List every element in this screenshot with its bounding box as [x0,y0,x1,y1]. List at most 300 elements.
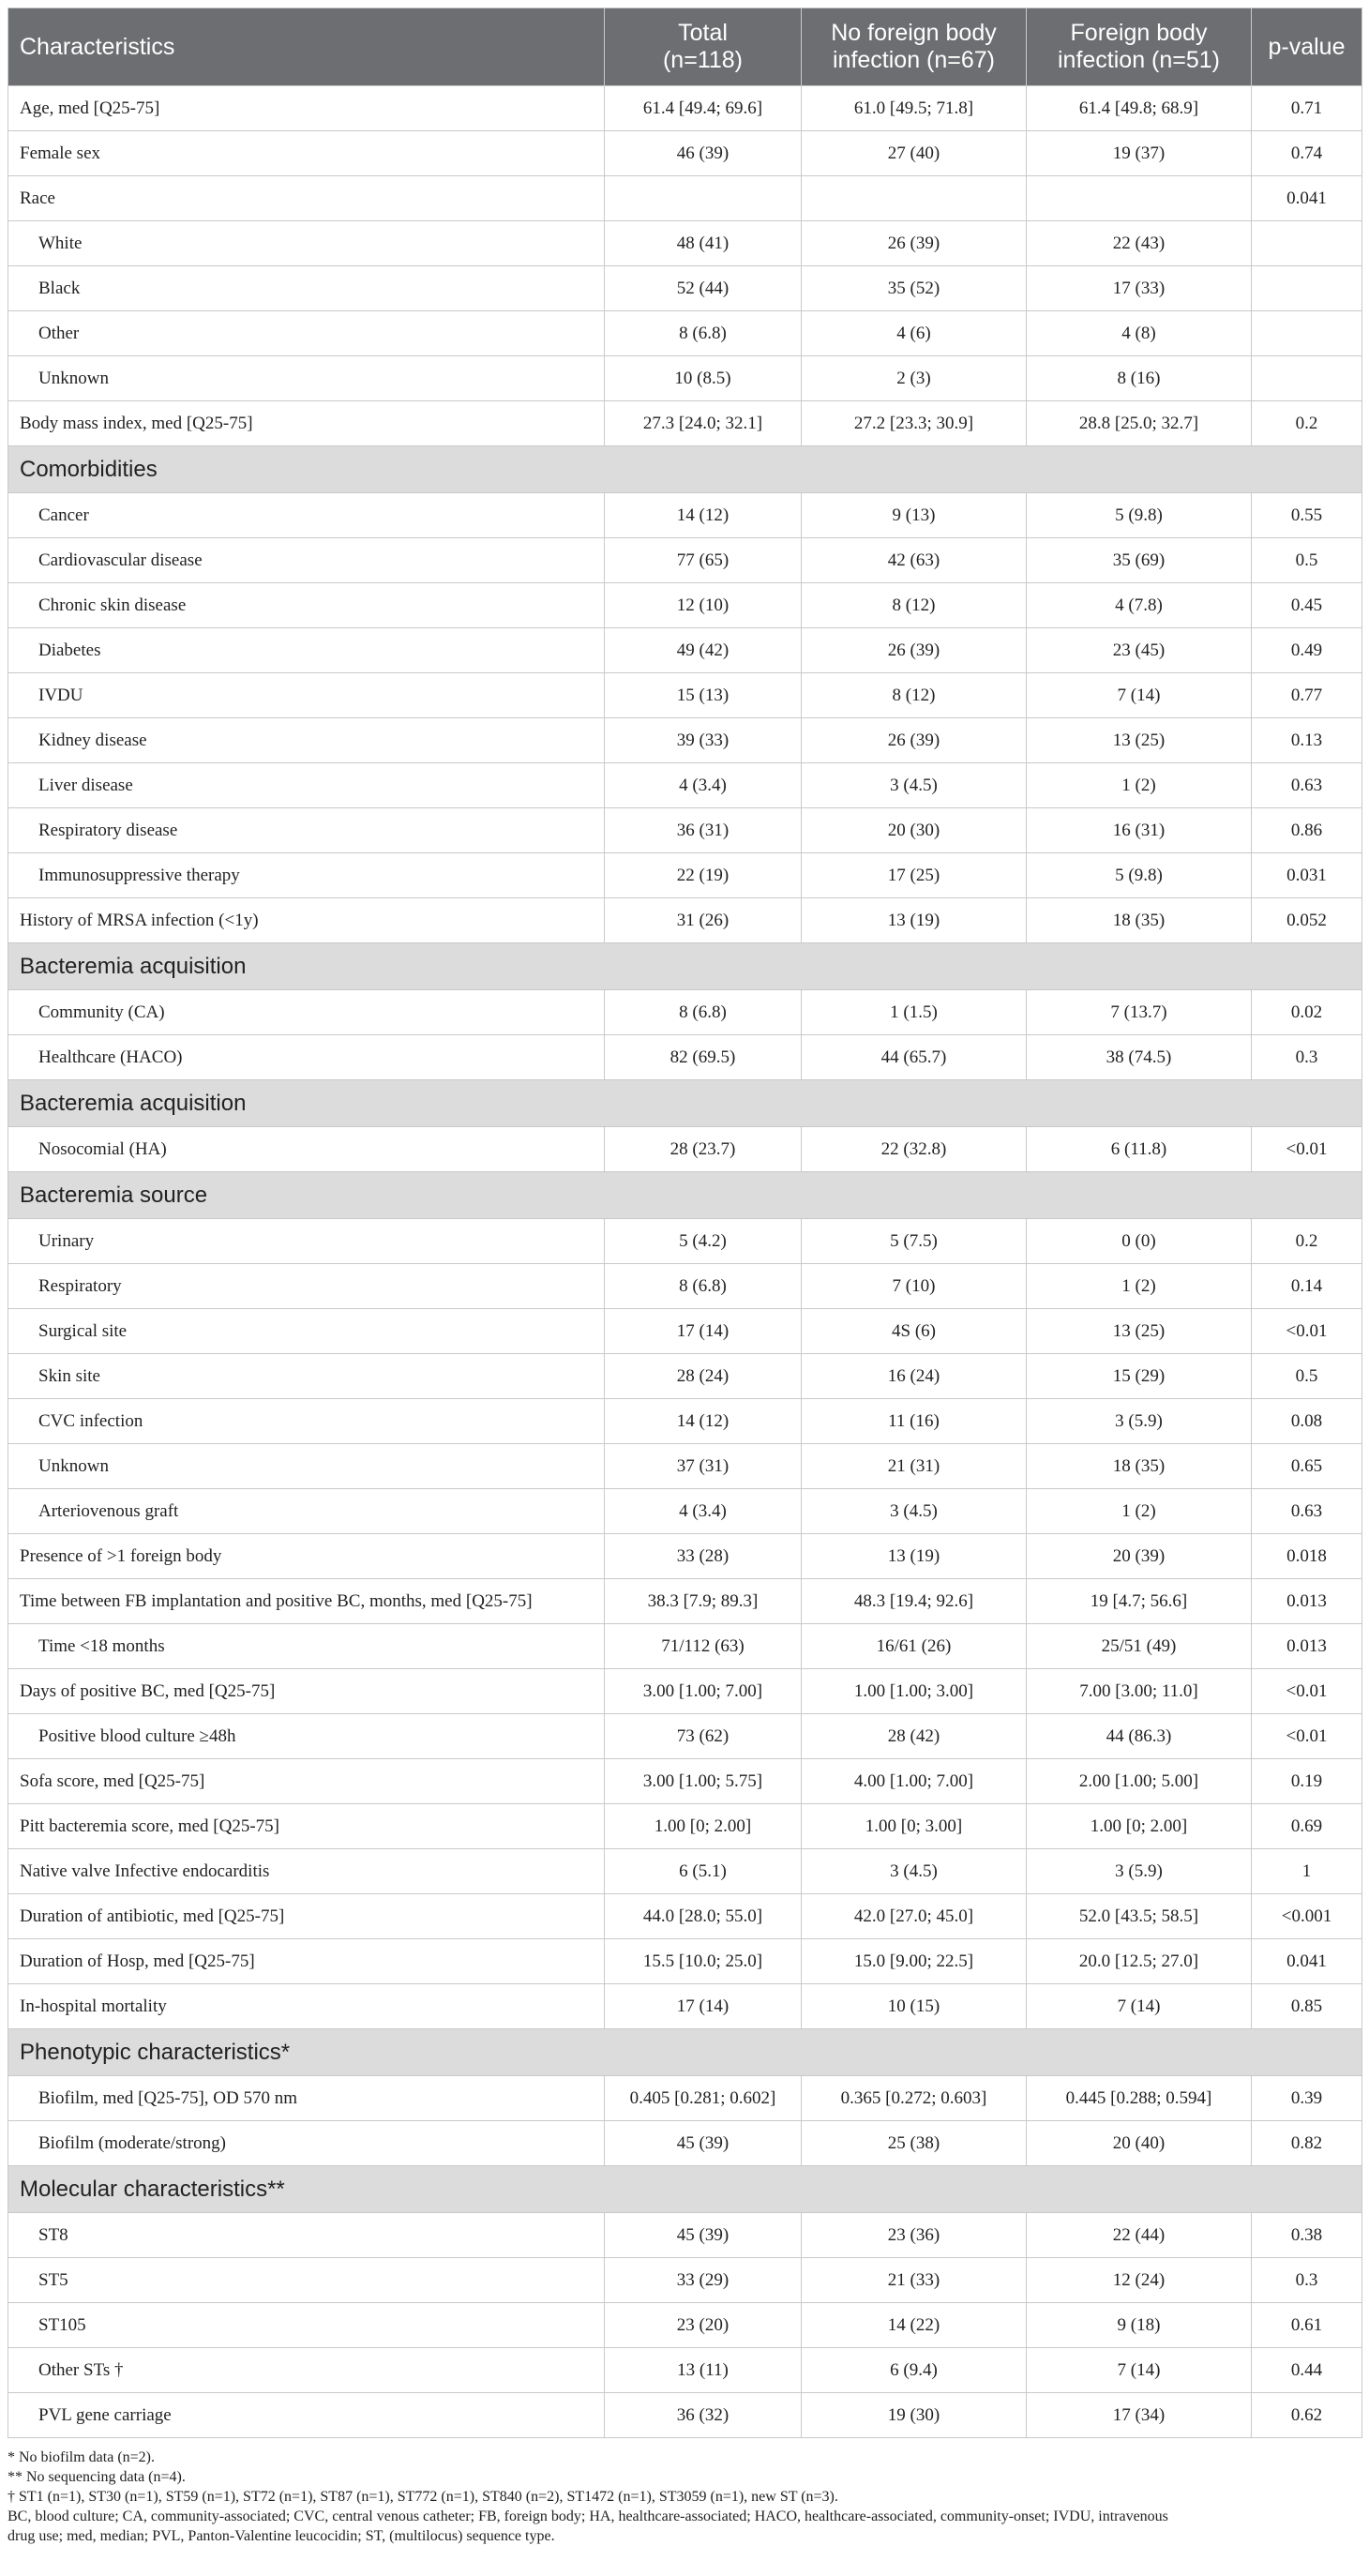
cell-no-foreign-body: 26 (39) [802,628,1027,673]
cell-no-foreign-body: 17 (25) [802,853,1027,898]
table-row [8,266,1362,311]
row-label: PVL gene carriage [8,2393,605,2438]
cell-foreign-body: 2.00 [1.00; 5.00] [1027,1759,1252,1804]
cell-no-foreign-body: 1.00 [0; 3.00] [802,1804,1027,1849]
cell-total: 4 (3.4) [605,763,802,808]
table-row [8,2213,1362,2258]
cell-no-foreign-body: 15.0 [9.00; 22.5] [802,1939,1027,1984]
cell-total: 45 (39) [605,2213,802,2258]
section-label: Comorbidities [8,446,1362,493]
cell-no-foreign-body: 4S (6) [802,1309,1027,1354]
cell-foreign-body: 7.00 [3.00; 11.0] [1027,1669,1252,1714]
cell-foreign-body: 8 (16) [1027,356,1252,401]
cell-foreign-body: 25/51 (49) [1027,1624,1252,1669]
row-label: Race [8,176,605,221]
cell-no-foreign-body: 3 (4.5) [802,1849,1027,1894]
row-label: Female sex [8,131,605,176]
cell-foreign-body: 20.0 [12.5; 27.0] [1027,1939,1252,1984]
footnotes [8,2448,1361,2546]
cell-p-value: 0.69 [1252,1804,1362,1849]
cell-p-value: 0.61 [1252,2303,1362,2348]
row-label: Sofa score, med [Q25-75] [8,1759,605,1804]
header-p-value: p-value [1252,8,1362,86]
cell-total: 14 (12) [605,493,802,538]
row-label: CVC infection [8,1399,605,1444]
footnote-line: drug use; med, median; PVL, Panton-Valentine leucocidin; ST, (multilocus) sequence type. [8,2528,555,2544]
table-row [8,1444,1362,1489]
table-row [8,2348,1362,2393]
cell-total: 17 (14) [605,1984,802,2029]
cell-total: 0.405 [0.281; 0.602] [605,2076,802,2121]
section-label: Molecular characteristics** [8,2166,1362,2213]
cell-total: 23 (20) [605,2303,802,2348]
footnote-line: BC, blood culture; CA, community-associated; CVC, central venous catheter; FB, foreign body; HA, healthcare-associated; HACO, healthcare-associated, community-onset; IVDU, intravenous [8,2508,1168,2524]
cell-p-value: 0.018 [1252,1534,1362,1579]
cell-p-value: 0.63 [1252,763,1362,808]
table-row [8,311,1362,356]
table-row [8,1534,1362,1579]
cell-foreign-body: 4 (7.8) [1027,583,1252,628]
cell-total: 8 (6.8) [605,1264,802,1309]
cell-total: 48 (41) [605,221,802,266]
cell-foreign-body: 9 (18) [1027,2303,1252,2348]
cell-no-foreign-body: 27.2 [23.3; 30.9] [802,401,1027,446]
cell-foreign-body: 28.8 [25.0; 32.7] [1027,401,1252,446]
cell-p-value: 0.55 [1252,493,1362,538]
table-row [8,1579,1362,1624]
row-label: Time <18 months [8,1624,605,1669]
cell-total: 10 (8.5) [605,356,802,401]
row-label: Positive blood culture ≥48h [8,1714,605,1759]
row-label: ST105 [8,2303,605,2348]
cell-foreign-body: 16 (31) [1027,808,1252,853]
cell-no-foreign-body: 9 (13) [802,493,1027,538]
cell-p-value: 0.013 [1252,1624,1362,1669]
cell-p-value: 0.3 [1252,1035,1362,1080]
cell-p-value: <0.01 [1252,1127,1362,1172]
cell-p-value [1252,266,1362,311]
cell-total: 49 (42) [605,628,802,673]
cell-foreign-body: 7 (14) [1027,673,1252,718]
section-row [8,2166,1362,2213]
cell-foreign-body: 6 (11.8) [1027,1127,1252,1172]
cell-no-foreign-body: 21 (31) [802,1444,1027,1489]
footnote-line: * No biofilm data (n=2). [8,2449,155,2465]
cell-foreign-body: 23 (45) [1027,628,1252,673]
row-label: ST8 [8,2213,605,2258]
row-label: Unknown [8,1444,605,1489]
table-row [8,2076,1362,2121]
table-row [8,86,1362,131]
cell-total: 45 (39) [605,2121,802,2166]
cell-p-value: 1 [1252,1849,1362,1894]
row-label: History of MRSA infection (<1y) [8,898,605,943]
table-row [8,1354,1362,1399]
table-row [8,1714,1362,1759]
cell-total: 17 (14) [605,1309,802,1354]
cell-p-value: 0.63 [1252,1489,1362,1534]
cell-foreign-body: 7 (14) [1027,1984,1252,2029]
row-label: Duration of Hosp, med [Q25-75] [8,1939,605,1984]
cell-total: 14 (12) [605,1399,802,1444]
cell-p-value [1252,221,1362,266]
cell-no-foreign-body: 27 (40) [802,131,1027,176]
cell-p-value: 0.02 [1252,990,1362,1035]
cell-total: 8 (6.8) [605,990,802,1035]
cell-no-foreign-body: 19 (30) [802,2393,1027,2438]
footnote-line: † ST1 (n=1), ST30 (n=1), ST59 (n=1), ST72 (n=1), ST87 (n=1), ST772 (n=1), ST840 (n=2), ST1472 (n=1), ST3059 (n=1), new ST (n=3). [8,2489,838,2505]
cell-total: 22 (19) [605,853,802,898]
cell-total: 44.0 [28.0; 55.0] [605,1894,802,1939]
cell-foreign-body: 35 (69) [1027,538,1252,583]
table-row [8,990,1362,1035]
cell-no-foreign-body: 10 (15) [802,1984,1027,2029]
cell-no-foreign-body: 1.00 [1.00; 3.00] [802,1669,1027,1714]
cell-p-value: 0.71 [1252,86,1362,131]
cell-p-value: 0.5 [1252,538,1362,583]
section-row [8,943,1362,990]
cell-total: 6 (5.1) [605,1849,802,1894]
cell-foreign-body: 0.445 [0.288; 0.594] [1027,2076,1252,2121]
cell-no-foreign-body: 35 (52) [802,266,1027,311]
cell-total: 39 (33) [605,718,802,763]
table-row [8,1127,1362,1172]
cell-foreign-body [1027,176,1252,221]
cell-foreign-body: 1.00 [0; 2.00] [1027,1804,1252,1849]
cell-total: 71/112 (63) [605,1624,802,1669]
table-row [8,1894,1362,1939]
cell-total: 61.4 [49.4; 69.6] [605,86,802,131]
row-label: Native valve Infective endocarditis [8,1849,605,1894]
cell-no-foreign-body: 4.00 [1.00; 7.00] [802,1759,1027,1804]
cell-p-value: 0.031 [1252,853,1362,898]
cell-total: 28 (24) [605,1354,802,1399]
cell-no-foreign-body: 3 (4.5) [802,1489,1027,1534]
section-label: Bacteremia acquisition [8,943,1362,990]
row-label: Immunosuppressive therapy [8,853,605,898]
cell-foreign-body: 17 (33) [1027,266,1252,311]
cell-total: 36 (32) [605,2393,802,2438]
cell-no-foreign-body: 48.3 [19.4; 92.6] [802,1579,1027,1624]
table-row [8,1804,1362,1849]
cell-no-foreign-body: 7 (10) [802,1264,1027,1309]
table-row [8,2393,1362,2438]
cell-no-foreign-body: 14 (22) [802,2303,1027,2348]
cell-total: 4 (3.4) [605,1489,802,1534]
table-row [8,628,1362,673]
cell-total: 46 (39) [605,131,802,176]
cell-no-foreign-body: 1 (1.5) [802,990,1027,1035]
cell-no-foreign-body: 28 (42) [802,1714,1027,1759]
cell-p-value: 0.39 [1252,2076,1362,2121]
cell-foreign-body: 12 (24) [1027,2258,1252,2303]
cell-foreign-body: 61.4 [49.8; 68.9] [1027,86,1252,131]
cell-total: 77 (65) [605,538,802,583]
cell-p-value: 0.041 [1252,176,1362,221]
header-characteristics: Characteristics [8,8,605,86]
row-label: In-hospital mortality [8,1984,605,2029]
table-row [8,1759,1362,1804]
header-row [8,8,1362,86]
cell-p-value: 0.052 [1252,898,1362,943]
table-row [8,898,1362,943]
cell-total: 31 (26) [605,898,802,943]
row-label: Kidney disease [8,718,605,763]
characteristics-table [8,8,1362,2438]
table-row [8,1984,1362,2029]
table-row [8,401,1362,446]
row-label: Diabetes [8,628,605,673]
cell-foreign-body: 13 (25) [1027,718,1252,763]
cell-no-foreign-body: 20 (30) [802,808,1027,853]
cell-p-value: <0.01 [1252,1714,1362,1759]
cell-foreign-body: 15 (29) [1027,1354,1252,1399]
cell-p-value: 0.041 [1252,1939,1362,1984]
cell-total: 3.00 [1.00; 7.00] [605,1669,802,1714]
cell-p-value: 0.62 [1252,2393,1362,2438]
header-foreign-body: Foreign body infection (n=51) [1027,8,1252,86]
cell-p-value: 0.5 [1252,1354,1362,1399]
footnote-line: ** No sequencing data (n=4). [8,2469,186,2485]
table-row [8,1849,1362,1894]
section-label: Bacteremia acquisition [8,1080,1362,1127]
table-row [8,1309,1362,1354]
cell-no-foreign-body: 42 (63) [802,538,1027,583]
row-label: Chronic skin disease [8,583,605,628]
cell-total: 15 (13) [605,673,802,718]
cell-foreign-body: 5 (9.8) [1027,853,1252,898]
cell-foreign-body: 3 (5.9) [1027,1849,1252,1894]
cell-no-foreign-body: 0.365 [0.272; 0.603] [802,2076,1027,2121]
cell-p-value: 0.38 [1252,2213,1362,2258]
table-row [8,763,1362,808]
cell-p-value: 0.82 [1252,2121,1362,2166]
cell-no-foreign-body: 61.0 [49.5; 71.8] [802,86,1027,131]
cell-foreign-body: 52.0 [43.5; 58.5] [1027,1894,1252,1939]
cell-foreign-body: 44 (86.3) [1027,1714,1252,1759]
row-label: Arteriovenous graft [8,1489,605,1534]
cell-p-value: 0.2 [1252,401,1362,446]
cell-foreign-body: 1 (2) [1027,763,1252,808]
row-label: Body mass index, med [Q25-75] [8,401,605,446]
cell-foreign-body: 1 (2) [1027,1264,1252,1309]
cell-foreign-body: 22 (44) [1027,2213,1252,2258]
cell-total: 33 (29) [605,2258,802,2303]
cell-foreign-body: 20 (39) [1027,1534,1252,1579]
row-label: Community (CA) [8,990,605,1035]
cell-foreign-body: 20 (40) [1027,2121,1252,2166]
cell-foreign-body: 13 (25) [1027,1309,1252,1354]
cell-no-foreign-body: 44 (65.7) [802,1035,1027,1080]
table-row [8,1624,1362,1669]
cell-total: 82 (69.5) [605,1035,802,1080]
cell-foreign-body: 22 (43) [1027,221,1252,266]
cell-p-value: 0.49 [1252,628,1362,673]
cell-foreign-body: 3 (5.9) [1027,1399,1252,1444]
header-no-foreign-body: No foreign body infection (n=67) [802,8,1027,86]
table-row [8,131,1362,176]
table-row [8,1489,1362,1534]
section-label: Phenotypic characteristics* [8,2029,1362,2076]
table-row [8,1219,1362,1264]
row-label: Respiratory disease [8,808,605,853]
cell-foreign-body: 18 (35) [1027,898,1252,943]
table-row [8,2258,1362,2303]
cell-total: 8 (6.8) [605,311,802,356]
cell-total [605,176,802,221]
cell-p-value: 0.19 [1252,1759,1362,1804]
table-row [8,673,1362,718]
row-label: Time between FB implantation and positive BC, months, med [Q25-75] [8,1579,605,1624]
cell-no-foreign-body: 26 (39) [802,221,1027,266]
row-label: Age, med [Q25-75] [8,86,605,131]
cell-p-value: 0.14 [1252,1264,1362,1309]
cell-no-foreign-body: 23 (36) [802,2213,1027,2258]
table-row [8,1035,1362,1080]
cell-foreign-body: 38 (74.5) [1027,1035,1252,1080]
table-row [8,2121,1362,2166]
section-row [8,446,1362,493]
cell-total: 1.00 [0; 2.00] [605,1804,802,1849]
cell-no-foreign-body: 4 (6) [802,311,1027,356]
table-row [8,356,1362,401]
cell-no-foreign-body: 26 (39) [802,718,1027,763]
row-label: Liver disease [8,763,605,808]
row-label: White [8,221,605,266]
cell-no-foreign-body: 25 (38) [802,2121,1027,2166]
cell-total: 27.3 [24.0; 32.1] [605,401,802,446]
cell-foreign-body: 19 (37) [1027,131,1252,176]
cell-no-foreign-body: 3 (4.5) [802,763,1027,808]
cell-p-value: 0.013 [1252,1579,1362,1624]
section-label: Bacteremia source [8,1172,1362,1219]
cell-no-foreign-body: 2 (3) [802,356,1027,401]
cell-total: 13 (11) [605,2348,802,2393]
table-row [8,1264,1362,1309]
cell-no-foreign-body: 8 (12) [802,673,1027,718]
cell-p-value: <0.001 [1252,1894,1362,1939]
table-row [8,1399,1362,1444]
cell-total: 33 (28) [605,1534,802,1579]
cell-foreign-body: 19 [4.7; 56.6] [1027,1579,1252,1624]
cell-no-foreign-body: 11 (16) [802,1399,1027,1444]
row-label: Biofilm, med [Q25-75], OD 570 nm [8,2076,605,2121]
cell-p-value: 0.74 [1252,131,1362,176]
table-row [8,1939,1362,1984]
cell-p-value [1252,356,1362,401]
cell-no-foreign-body: 42.0 [27.0; 45.0] [802,1894,1027,1939]
cell-no-foreign-body: 6 (9.4) [802,2348,1027,2393]
cell-no-foreign-body: 21 (33) [802,2258,1027,2303]
cell-no-foreign-body: 8 (12) [802,583,1027,628]
cell-foreign-body: 0 (0) [1027,1219,1252,1264]
row-label: ST5 [8,2258,605,2303]
row-label: Days of positive BC, med [Q25-75] [8,1669,605,1714]
cell-no-foreign-body: 13 (19) [802,1534,1027,1579]
cell-no-foreign-body: 22 (32.8) [802,1127,1027,1172]
table-figure [8,8,1361,2546]
row-label: Other [8,311,605,356]
row-label: Cardiovascular disease [8,538,605,583]
cell-total: 28 (23.7) [605,1127,802,1172]
section-row [8,2029,1362,2076]
row-label: Presence of >1 foreign body [8,1534,605,1579]
table-row [8,176,1362,221]
row-label: Healthcare (HACO) [8,1035,605,1080]
table-row [8,221,1362,266]
row-label: IVDU [8,673,605,718]
cell-total: 37 (31) [605,1444,802,1489]
table-row [8,853,1362,898]
table-row [8,493,1362,538]
table-body [8,86,1362,2438]
cell-no-foreign-body: 16/61 (26) [802,1624,1027,1669]
row-label: Respiratory [8,1264,605,1309]
cell-no-foreign-body: 16 (24) [802,1354,1027,1399]
table-row [8,2303,1362,2348]
cell-foreign-body: 1 (2) [1027,1489,1252,1534]
cell-foreign-body: 4 (8) [1027,311,1252,356]
cell-no-foreign-body: 13 (19) [802,898,1027,943]
header-total: Total (n=118) [605,8,802,86]
cell-total: 52 (44) [605,266,802,311]
table-row [8,538,1362,583]
section-row [8,1080,1362,1127]
cell-total: 3.00 [1.00; 5.75] [605,1759,802,1804]
table-row [8,718,1362,763]
cell-no-foreign-body: 5 (7.5) [802,1219,1027,1264]
cell-p-value: 0.2 [1252,1219,1362,1264]
row-label: Black [8,266,605,311]
table-row [8,1669,1362,1714]
cell-p-value: 0.86 [1252,808,1362,853]
cell-total: 73 (62) [605,1714,802,1759]
table-row [8,808,1362,853]
cell-total: 12 (10) [605,583,802,628]
row-label: Skin site [8,1354,605,1399]
cell-p-value: 0.45 [1252,583,1362,628]
cell-p-value: <0.01 [1252,1669,1362,1714]
cell-p-value [1252,311,1362,356]
row-label: Pitt bacteremia score, med [Q25-75] [8,1804,605,1849]
row-label: Urinary [8,1219,605,1264]
cell-p-value: 0.77 [1252,673,1362,718]
row-label: Other STs † [8,2348,605,2393]
cell-total: 15.5 [10.0; 25.0] [605,1939,802,1984]
cell-p-value: 0.3 [1252,2258,1362,2303]
row-label: Cancer [8,493,605,538]
row-label: Surgical site [8,1309,605,1354]
section-row [8,1172,1362,1219]
row-label: Unknown [8,356,605,401]
cell-foreign-body: 17 (34) [1027,2393,1252,2438]
cell-p-value: 0.44 [1252,2348,1362,2393]
cell-total: 5 (4.2) [605,1219,802,1264]
cell-foreign-body: 18 (35) [1027,1444,1252,1489]
cell-no-foreign-body [802,176,1027,221]
cell-p-value: <0.01 [1252,1309,1362,1354]
row-label: Duration of antibiotic, med [Q25-75] [8,1894,605,1939]
row-label: Biofilm (moderate/strong) [8,2121,605,2166]
cell-p-value: 0.08 [1252,1399,1362,1444]
cell-total: 36 (31) [605,808,802,853]
table-row [8,583,1362,628]
cell-foreign-body: 7 (14) [1027,2348,1252,2393]
cell-foreign-body: 5 (9.8) [1027,493,1252,538]
cell-foreign-body: 7 (13.7) [1027,990,1252,1035]
cell-p-value: 0.13 [1252,718,1362,763]
cell-p-value: 0.65 [1252,1444,1362,1489]
